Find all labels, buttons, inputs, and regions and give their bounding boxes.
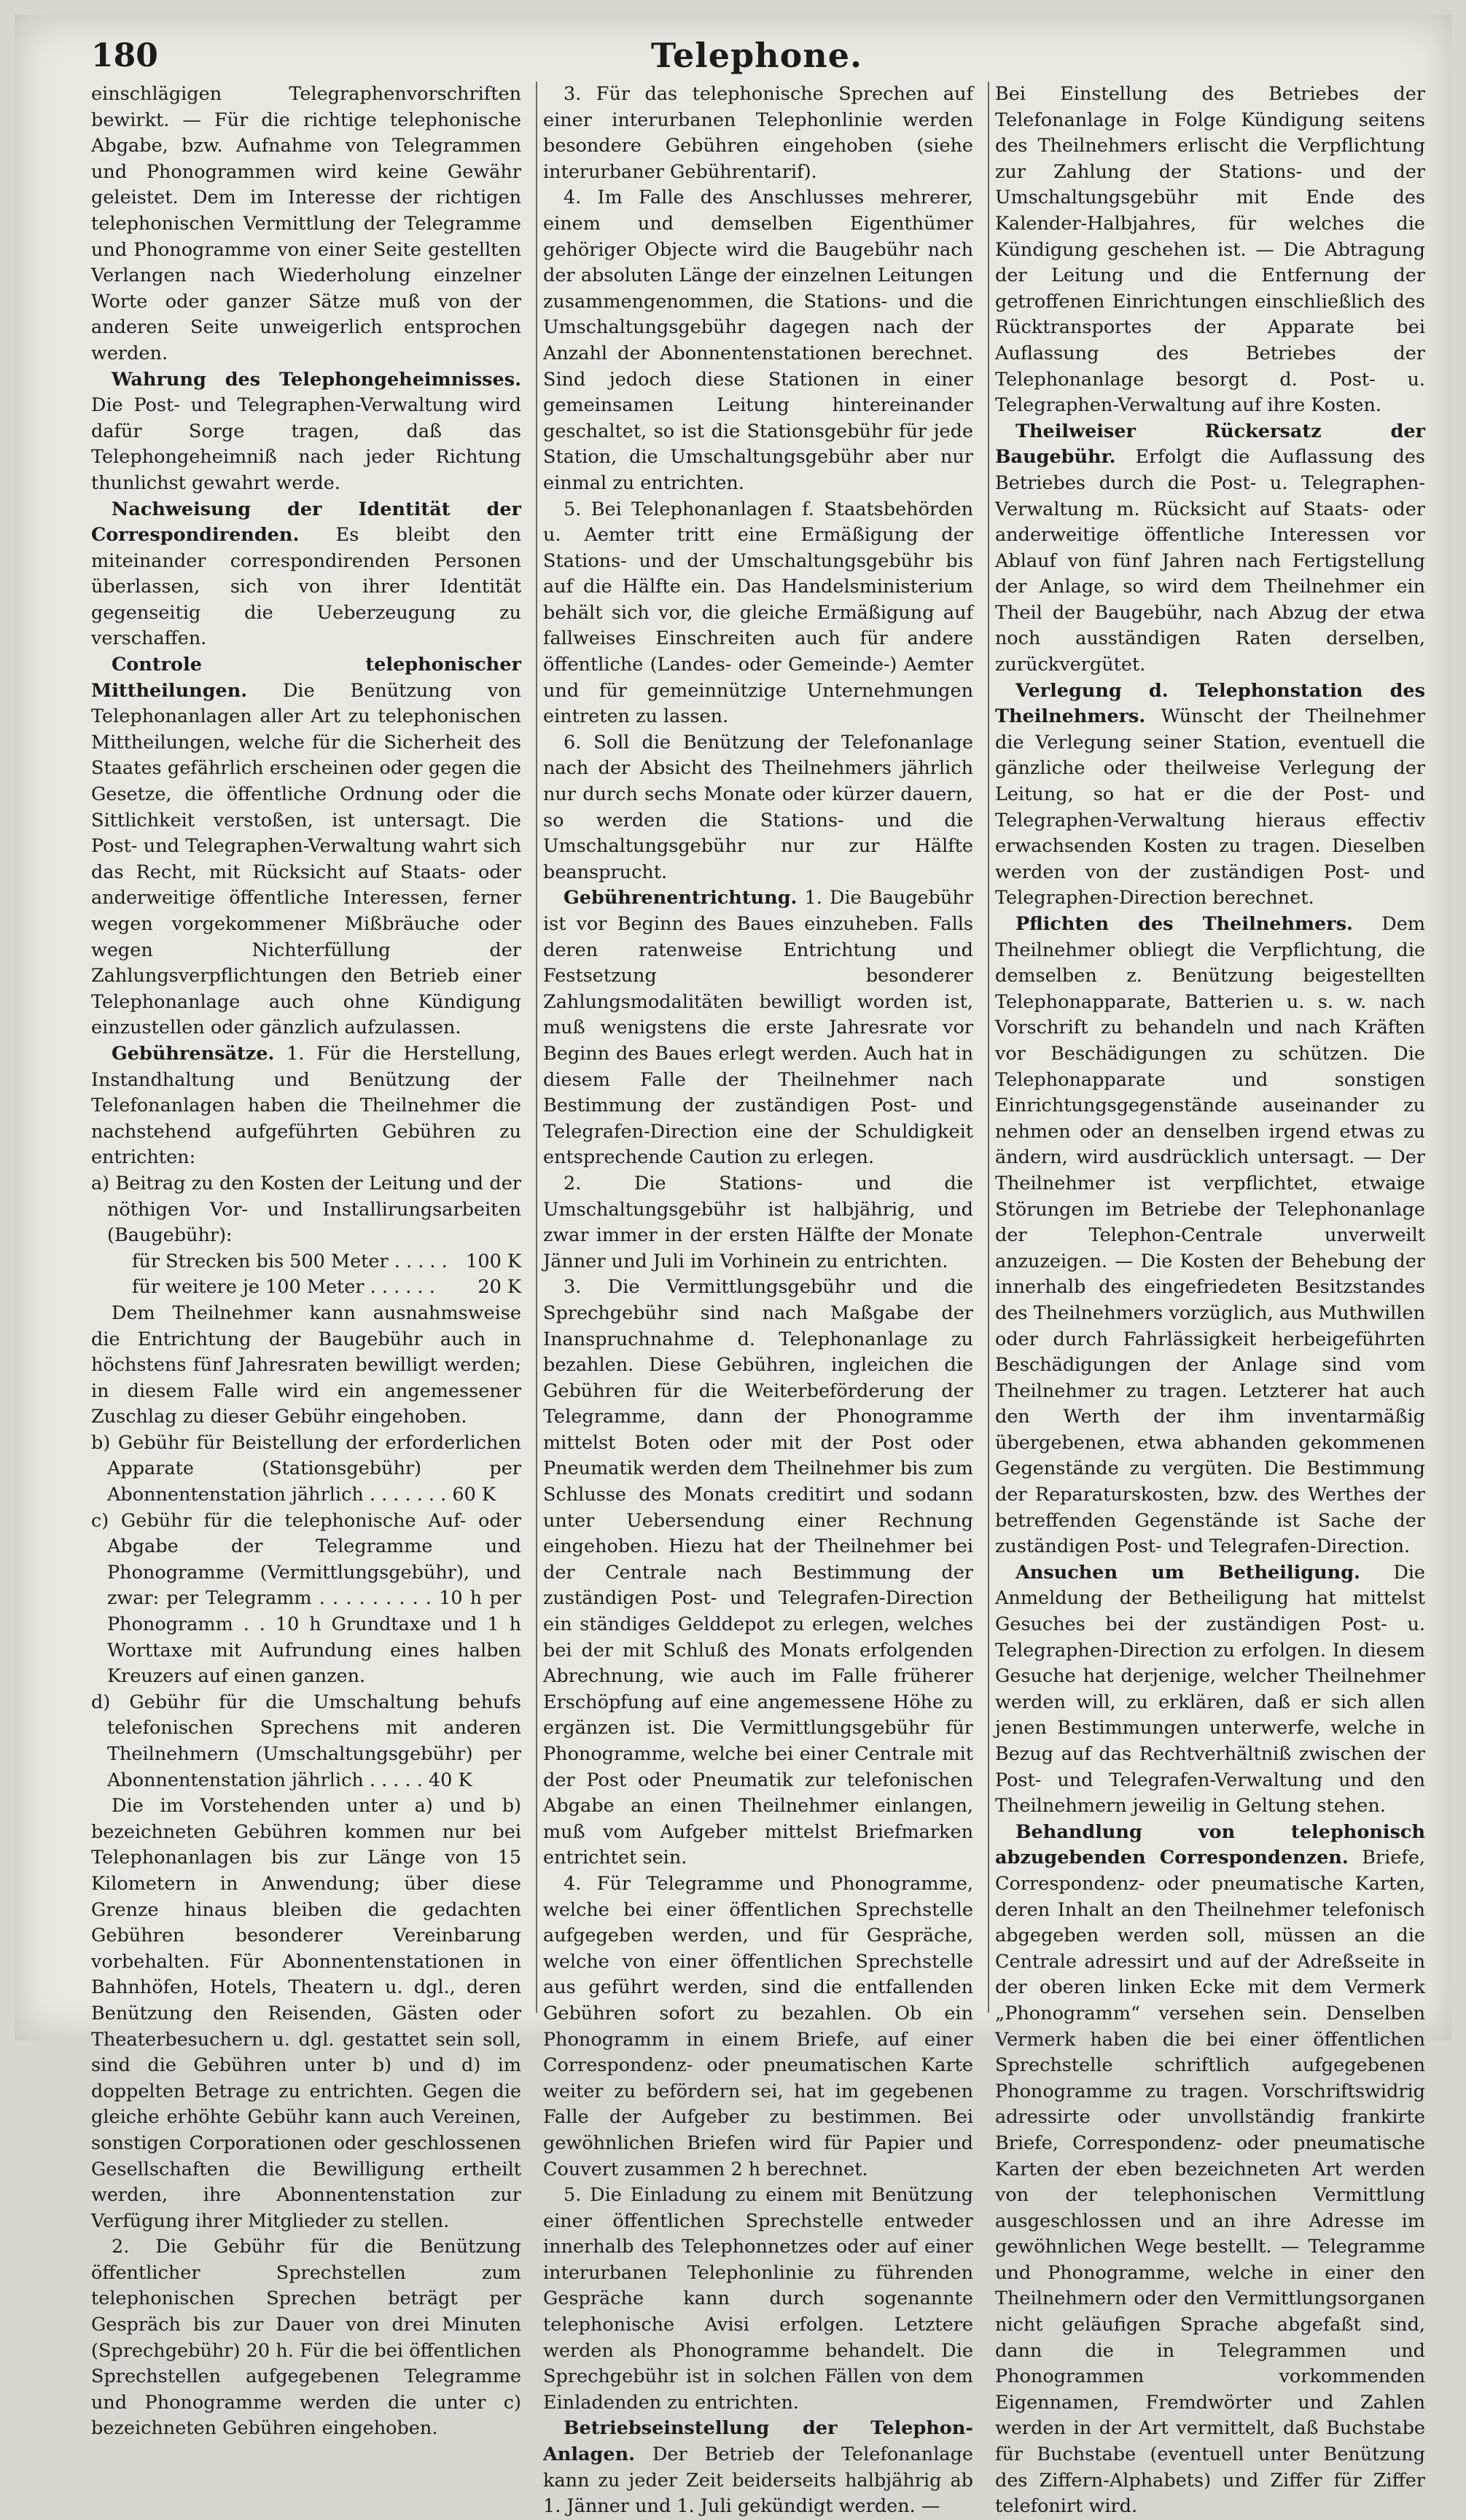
section-heading: Gebührenentrichtung. bbox=[564, 887, 798, 909]
paragraph bbox=[995, 1820, 1425, 2520]
page-header bbox=[91, 29, 1422, 82]
section-heading: Wahrung des Telephongeheimnisses. bbox=[112, 368, 521, 391]
paragraph bbox=[91, 82, 521, 367]
paragraph bbox=[91, 1793, 521, 2234]
paragraph bbox=[91, 497, 521, 653]
paragraph-text: 2. Die Gebühr für die Benützung öffentlicher Sprechstellen zum telephonischen Sprechen beträgt per Gespräch bis zur Dauer von drei Minuten (Sprechgebühr) 20 h. Für die bei öffentlichen Sprechstellen aufgegebenen Telegramme und Phonogramme werden die unter c) bezeichneten Gebühren eingehoben. bbox=[91, 2236, 521, 2440]
section-heading: Pflichten des Theilnehmers. bbox=[1015, 913, 1353, 935]
list-item bbox=[91, 1171, 521, 1249]
paragraph-text: Dem Theilnehmer obliegt die Verpflichtung, die demselben z. Benützung beigestellten Telephonapparate, Batterien u. s. w. nach Vorschrift zu behandeln und nach Kräften vor Beschädigungen zu schützen. Die Telephonapparate und sonstigen Einrichtungsgegenstände auseinander zu nehmen oder an denselben irgend etwas zu ändern, wird ausdrücklich untersagt. — Der Theilnehmer ist verpflichtet, etwaige Störungen im Betriebe der Telephonanlage der Telephon-Centrale unverweilt anzuzeigen. — Die Kosten der Behebung der innerhalb des eingefriedeten Besitzstandes des Theilnehmers vorzüglich, aus Muthwillen oder durch Fahrlässigkeit herbeigeführten Beschädigungen der Anlage sind vom Theilnehmer zu tragen. Letzterer hat auch den Werth der ihm inventarmäßig übergebenen, etwa abhanden gekommenen Gegenstände zu vergüten. Die Bestimmung der Reparaturskosten, bzw. des Werthes der betreffenden Gegenstände ist Sache der zuständigen Post- und Telegrafen-Direction. bbox=[995, 913, 1425, 1558]
paragraph-text: 3. Für das telephonische Sprechen auf einer interurbanen Telephonlinie werden besondere Gebühren eingehoben (siehe interurbaner Gebührentarif). bbox=[543, 83, 973, 183]
paragraph bbox=[995, 419, 1425, 678]
paragraph-text: 1. Die Baugebühr ist vor Beginn des Baues einzuheben. Falls deren ratenweise Entrichtung und Festsetzung besonderer Zahlungsmodalitäten bewilligt worden ist, muß wenigstens die erste Jahresrate vor Beginn des Baues erlegt werden. Auch hat in diesem Falle der Theilnehmer nach Bestimmung der zuständigen Post- und Telegrafen-Direction eine der Schuldigkeit entsprechende Caution zu erlegen. bbox=[543, 887, 974, 1169]
paragraph bbox=[91, 367, 521, 497]
paragraph-text: Wünscht der Theilnehmer die Verlegung seiner Station, eventuell die gänzliche oder theilweise Verlegung der Leitung, so hat er die der Post- und Telegraphen-Verwaltung hieraus effectiv erwachsenden Kosten zu tragen. Dieselben werden von der zuständigen Post- und Telegraphen-Direction berechnet. bbox=[995, 705, 1426, 909]
paragraph-text: c) Gebühr für die telephonische Auf- oder Abgabe der Telegramme und Phonogramme (Vermittlungsgebühr), und zwar: per Telegramm . . . . . . . . . 10 h per Phonogramm . . 10 h Grundtaxe und 1 h Worttaxe mit Aufrundung eines halben Kreuzers auf einen ganzen. bbox=[91, 1509, 521, 1688]
list-item bbox=[91, 1509, 521, 1690]
paragraph-text: Die Anmeldung der Betheiligung hat mittelst Gesuches bei der zuständigen Post- u. Telegraphen-Direction zu erfolgen. In diesem Gesuche hat derjenige, welcher Theilnehmer werden will, zu erklären, daß er sich allen jenen Bestimmungen unterwerfe, welche in Bezug auf das Rechtverhältniß zwischen der Post- und Telegrafen-Verwaltung und den Theilnehmern jeweilig in Geltung stehen. bbox=[995, 1561, 1426, 1817]
fee-amount: 20 K bbox=[477, 1276, 521, 1299]
paragraph-text: Der Betrieb der Telefonanlage kann zu jeder Zeit beiderseits halbjährig ab 1. Jänner und 1. Juli gekündigt werden. — bbox=[543, 2443, 973, 2518]
paragraph bbox=[543, 2416, 973, 2519]
text-column-right bbox=[988, 82, 1426, 2518]
paragraph bbox=[91, 2234, 521, 2442]
paragraph-text: 1. Für die Herstellung, Instandhaltung und Benützung der Telefonanlagen haben die Theilnehmer die nachstehend aufgeführten Gebühren zu entrichten: bbox=[91, 1042, 521, 1169]
text-column-left bbox=[91, 82, 521, 2440]
paragraph-text: Die Post- und Telegraphen-Verwaltung wird dafür Sorge tragen, daß das Telephongeheimniß nach jeder Richtung thunlichst gewahrt werde. bbox=[91, 394, 521, 494]
section-heading: Verlegung d. Telephonstation des Theilnehmers. bbox=[995, 679, 1425, 728]
list-item bbox=[91, 1431, 521, 1509]
paragraph bbox=[543, 730, 973, 886]
paragraph-text: Es bleibt den miteinander correspondirenden Personen überlassen, sich von ihrer Identität gegenseitig die Ueberzeugung zu verschaffen. bbox=[91, 524, 521, 650]
paragraph-text: Briefe, Correspondenz- oder pneumatische Karten, deren Inhalt an den Theilnehmer telefonisch abgegeben werden soll, müssen an die Centrale adressirt und auf der Adreßseite in der oberen linken Ecke mit dem Vermerk „Phonogramm“ versehen sein. Denselben Vermerk haben die bei einer öffentlichen Sprechstelle schriftlich aufgegebenen Phonogramme zu tragen. Vorschriftswidrig adressirte oder unvollständig frankirte Briefe, Correspondenz- oder pneumatische Karten der eben bezeichneten Art werden von der telephonischen Vermittlung ausgeschlossen und an ihre Adresse im gewöhnlichen Wege bestellt. — Telegramme und Phonogramme, welche in einer den Theilnehmern oder den Vermittlungsorganen nicht geläufigen Sprache abgefaßt sind, dann die in Telegrammen und Phonogrammen vorkommenden Eigennamen, Fremdwörter und Zahlen werden in der Art vermittelt, daß Buchstabe für Buchstabe (eventuell unter Benützung des Ziffern-Alphabets) und Ziffer für Ziffer telefonirt wird. bbox=[995, 1847, 1426, 2518]
paragraph bbox=[543, 2183, 973, 2416]
paragraph bbox=[995, 82, 1425, 419]
text-columns bbox=[91, 82, 1426, 2518]
paragraph-text: 3. Die Vermittlungsgebühr und die Sprechgebühr sind nach Maßgabe der Inanspruchnahme d. Telephonanlage zu bezahlen. Diese Gebühren, ingleichen die Gebühren für die Weiterbeförderung der Telegramme, dann der Phonogramme mittelst Boten oder mit der Post oder Pneumatik werden dem Theilnehmer bis zum Schlusse des Monats creditirt und sodann unter Uebersendung einer Rechnung eingehoben. Hiezu hat der Theilnehmer bei der Centrale nach Bestimmung der zuständigen Post- und Telegrafen-Direction ein ständiges Gelddepot zu erlegen, welches bei der mit Schluß des Monats erfolgenden Abrechnung, wie auch im Falle früherer Erschöpfung auf eine angemessene Höhe zu ergänzen ist. Die Vermittlungsgebühr für Phonogramme, welche bei einer Centrale mit der Post oder Pneumatik zur telefonischen Abgabe an einen Theilnehmer einlangen, muß vom Aufgeber mittelst Briefmarken entrichtet sein. bbox=[543, 1276, 973, 1869]
section-heading: Behandlung von telephonisch abzugebenden Correspondenzen. bbox=[995, 1820, 1425, 1869]
paragraph-text: 6. Soll die Benützung der Telefonanlage nach der Absicht des Theilnehmers jährlich nur durch sechs Monate oder kürzer dauern, so werden die Stations- und die Umschaltungsgebühr nur zur Hälfte beansprucht. bbox=[543, 731, 973, 883]
document-page bbox=[15, 15, 1451, 2518]
paragraph bbox=[543, 1275, 973, 1871]
paragraph-text: Bei Einstellung des Betriebes der Telefonanlage in Folge Kündigung seitens des Theilnehmers erlischt die Verpflichtung zur Zahlung der Stations- und der Umschaltungsgebühr mit Ende des Kalender-Halbjahres, für welches die Kündigung geschehen ist. — Die Abtragung der Leitung und die Entfernung der getroffenen Einrichtungen einschließlich des Rücktransportes der Apparate bei Auflassung des Betriebes der Telephonanlage besorgt d. Post- u. Telegraphen-Verwaltung auf ihre Kosten. bbox=[995, 83, 1425, 417]
section-heading: Gebührensätze. bbox=[112, 1042, 275, 1065]
page-number: 180 bbox=[91, 36, 158, 74]
paragraph-text: einschlägigen Telegraphenvorschriften bewirkt. — Für die richtige telephonische Abgabe, bzw. Aufnahme von Telegrammen und Phonogrammen wird keine Gewähr geleistet. Dem im Interesse der richtigen telephonischen Vermittlung der Telegramme und Phonogramme von einer Seite gestellten Verlangen nach Wiederholung einzelner Worte oder ganzer Sätze muß von der anderen Seite unweigerlich entsprochen werden. bbox=[91, 83, 521, 364]
section-heading: Theilweiser Rückersatz der Baugebühr. bbox=[995, 420, 1425, 469]
paragraph-text: Dem Theilnehmer kann ausnahmsweise die Entrichtung der Baugebühr auch in höchstens fünf Jahresraten bewilligt werden; in diesem Falle wird ein angemessener Zuschlag zu dieser Gebühr eingehoben. bbox=[91, 1302, 521, 1428]
fee-line bbox=[91, 1249, 521, 1275]
section-heading: Nachweisung der Identität der Correspondirenden. bbox=[91, 498, 521, 547]
paragraph-text: 4. Im Falle des Anschlusses mehrerer, einem und demselben Eigenthümer gehöriger Objecte wird die Baugebühr nach der absoluten Länge der einzelnen Leitungen zusammengenommen, die Stations- und die Umschaltungsgebühr dagegen nach der Anzahl der Abonnentenstationen berechnet. Sind jedoch diese Stationen in einer gemeinsamen Leitung hintereinander geschaltet, so ist die Stationsgebühr für jede Station, die Umschaltungsgebühr aber nur einmal zu entrichten. bbox=[543, 187, 973, 494]
list-item bbox=[91, 1690, 521, 1793]
section-heading: Controle telephonischer Mittheilungen. bbox=[91, 654, 521, 702]
fee-line bbox=[91, 1275, 521, 1301]
paragraph-text: a) Beitrag zu den Kosten der Leitung und der nöthigen Vor- und Installirungsarbeiten (Baugebühr): bbox=[91, 1172, 521, 1247]
section-heading: Betriebseinstellung der Telephon-Anlagen. bbox=[543, 2417, 973, 2466]
paragraph bbox=[543, 185, 973, 496]
paragraph-text: 5. Die Einladung zu einem mit Benützung einer öffentlichen Sprechstelle entweder innerhalb des Telephonnetzes oder auf einer interurbanen Telephonlinie zu führenden Gespräche kann durch sogenannte telephonische Avisi erfolgen. Letztere werden als Phonogramme behandelt. Die Sprechgebühr ist in solchen Fällen von dem Einladenden zu entrichten. bbox=[543, 2184, 973, 2414]
paragraph bbox=[91, 652, 521, 1041]
paragraph-text: 2. Die Stations- und die Umschaltungsgebühr ist halbjährig, und zwar immer in der ersten Hälfte der Monate Jänner und Juli im Vorhinein zu entrichten. bbox=[543, 1172, 973, 1272]
paragraph bbox=[543, 1171, 973, 1275]
fee-amount: 100 K bbox=[466, 1250, 521, 1272]
paragraph-text: Die im Vorstehenden unter a) und b) bezeichneten Gebühren kommen nur bei Telephonanlagen bis zur Länge von 15 Kilometern in Anwendung; über diese Grenze hinaus bleiben die gedachten Gebühren besonderer Vereinbarung vorbehalten. Für Abonnentenstationen in Bahnhöfen, Hotels, Theatern u. dgl., deren Benützung den Reisenden, Gästen oder Theaterbesuchern u. dgl. gestattet sein soll, sind die Gebühren unter b) und d) im doppelten Betrage zu entrichten. Gegen die gleiche erhöhte Gebühr kann auch Vereinen, sonstigen Corporationen oder geschlossenen Gesellschaften die Bewilligung ertheilt werden, ihre Abonnentenstation zur Verfügung ihrer Mitglieder zu stellen. bbox=[91, 1795, 521, 2232]
section-heading: Ansuchen um Betheiligung. bbox=[1015, 1561, 1360, 1584]
paragraph bbox=[995, 678, 1425, 912]
paragraph bbox=[543, 885, 973, 1171]
paragraph-text: b) Gebühr für Beistellung der erforderlichen Apparate (Stationsgebühr) per Abonnentenstation jährlich . . . . . . . 60 K bbox=[91, 1431, 521, 1506]
paragraph bbox=[91, 1041, 521, 1171]
paragraph bbox=[543, 497, 973, 730]
text-column-middle bbox=[536, 82, 974, 2518]
paragraph bbox=[995, 912, 1425, 1560]
paragraph bbox=[543, 82, 973, 185]
paragraph-text: 4. Für Telegramme und Phonogramme, welche bei einer öffentlichen Sprechstelle aufgegeben werden, und für Gespräche, welche von einer öffentlichen Sprechstelle aus geführt werden, sind die entfallenden Gebühren sofort zu bezahlen. Ob ein Phonogramm in einem Briefe, auf einer Correspondenz- oder pneumatischen Karte weiter zu befördern sei, hat im gegebenen Falle der Aufgeber zu bestimmen. Bei gewöhnlichen Briefen wird für Papier und Couvert zusammen 2 h berechnet. bbox=[543, 1872, 973, 2180]
paragraph bbox=[995, 1560, 1425, 1820]
paragraph-text: 5. Bei Telephonanlagen f. Staatsbehörden u. Aemter tritt eine Ermäßigung der Stations- und der Umschaltungsgebühr bis auf die Hälfte ein. Das Handelsministerium behält sich vor, die gleiche Ermäßigung auf fallweises Einschreiten auch für andere öffentliche (Landes- oder Gemeinde-) Aemter und für gemeinnützige Unternehmungen eintreten zu lassen. bbox=[543, 498, 973, 728]
fee-description: für Strecken bis 500 Meter . . . . . bbox=[132, 1250, 448, 1272]
paragraph-text: Erfolgt die Auflassung des Betriebes durch die Post- u. Telegraphen-Verwaltung m. Rücksicht auf Staats- oder anderweitige öffentliche Interessen vor Ablauf von fünf Jahren nach Fertigstellung der Anlage, so wird dem Theilnehmer ein Theil der Baugebühr, nach Abzug der etwa noch ausständigen Raten derselben, zurückvergütet. bbox=[995, 446, 1425, 676]
running-title: Telephone. bbox=[651, 36, 862, 75]
paragraph bbox=[91, 1301, 521, 1431]
paragraph-text: d) Gebühr für die Umschaltung behufs telefonischen Sprechens mit anderen Theilnehmern (Umschaltungsgebühr) per Abonnentenstation jährlich . . . . . 40 K bbox=[91, 1691, 521, 1791]
paragraph bbox=[543, 1871, 973, 2183]
paragraph-text: Die Benützung von Telephonanlagen aller Art zu telephonischen Mittheilungen, welche für die Sicherheit des Staates gefährlich erscheinen oder gegen die Gesetze, die öffentliche Ordnung oder die Sittlichkeit verstoßen, ist untersagt. Die Post- und Telegraphen-Verwaltung wahrt sich das Recht, mit Rücksicht auf Staats- oder anderweitige öffentliche Interessen, ferner wegen vorgekommener Mißbräuche oder wegen Nichterfüllung der Zahlungsverpflichtungen den Betrieb einer Telephonanlage auch ohne Kündigung einzustellen oder gänzlich aufzulassen. bbox=[91, 679, 521, 1039]
fee-description: für weitere je 100 Meter . . . . . . bbox=[132, 1276, 435, 1299]
